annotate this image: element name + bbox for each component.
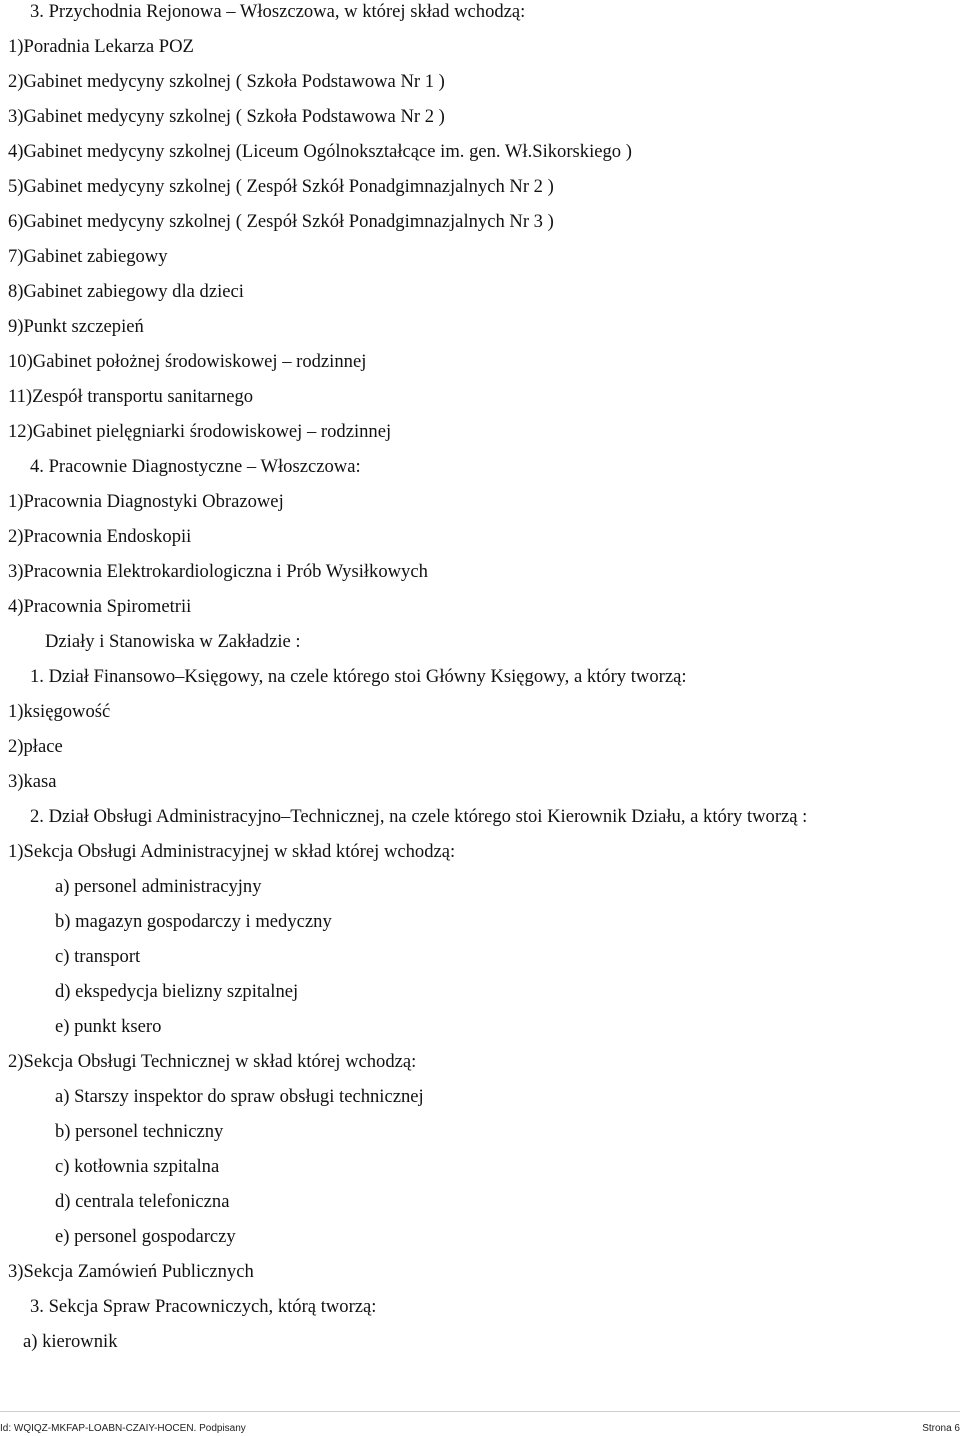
section-heading-dzial-finansowy: 1. Dział Finansowo–Księgowy, na czele którego stoi Główny Księgowy, a który tworzą: [30, 666, 687, 687]
footer-page-number: Strona 6 [922, 1423, 960, 1434]
list-item: 4)Gabinet medycyny szkolnej (Liceum Ogólnokształcące im. gen. Wł.Sikorskiego ) [8, 141, 632, 162]
sub-list-item: c) kotłownia szpitalna [55, 1156, 220, 1177]
list-item: 12)Gabinet pielęgniarki środowiskowej – rodzinnej [8, 421, 392, 442]
list-item: 3)Pracownia Elektrokardiologiczna i Prób Wysiłkowych [8, 561, 428, 582]
sub-list-item: e) punkt ksero [55, 1016, 162, 1037]
list-item: 2)Gabinet medycyny szkolnej ( Szkoła Podstawowa Nr 1 ) [8, 71, 445, 92]
list-item: 1)księgowość [8, 701, 111, 722]
list-item: 3)Gabinet medycyny szkolnej ( Szkoła Podstawowa Nr 2 ) [8, 106, 445, 127]
list-item: 2)Pracownia Endoskopii [8, 526, 192, 547]
sub-list-item: c) transport [55, 946, 141, 967]
list-item: 4)Pracownia Spirometrii [8, 596, 192, 617]
list-item: 1)Sekcja Obsługi Administracyjnej w skład której wchodzą: [8, 841, 456, 862]
footer-divider [0, 1411, 960, 1412]
footer-document-id: Id: WQIQZ-MKFAP-LOABN-CZAIY-HOCEN. Podpisany [0, 1423, 246, 1434]
sub-list-item: e) personel gospodarczy [55, 1226, 236, 1247]
list-item: 8)Gabinet zabiegowy dla dzieci [8, 281, 244, 302]
section-heading-sekcja-spraw: 3. Sekcja Spraw Pracowniczych, którą tworzą: [30, 1296, 377, 1317]
sub-list-item: b) magazyn gospodarczy i medyczny [55, 911, 332, 932]
section-heading-dzialy: Działy i Stanowiska w Zakładzie : [45, 631, 301, 652]
sub-list-item: a) personel administracyjny [55, 876, 262, 897]
list-item: 2)płace [8, 736, 63, 757]
section-heading-przychodnia: 3. Przychodnia Rejonowa – Włoszczowa, w której skład wchodzą: [30, 1, 526, 22]
sub-list-item: d) ekspedycja bielizny szpitalnej [55, 981, 299, 1002]
sub-list-item: b) personel techniczny [55, 1121, 224, 1142]
list-item: 3)kasa [8, 771, 57, 792]
list-item: 9)Punkt szczepień [8, 316, 144, 337]
list-item: 11)Zespół transportu sanitarnego [8, 386, 254, 407]
list-item: 7)Gabinet zabiegowy [8, 246, 168, 267]
list-item: 6)Gabinet medycyny szkolnej ( Zespół Szkół Ponadgimnazjalnych Nr 3 ) [8, 211, 554, 232]
list-item: 3)Sekcja Zamówień Publicznych [8, 1261, 254, 1282]
list-item: 10)Gabinet położnej środowiskowej – rodzinnej [8, 351, 367, 372]
section-heading-dzial-obslugi: 2. Dział Obsługi Administracyjno–Technicznej, na czele którego stoi Kierownik Działu, a który tworzą : [30, 806, 808, 827]
list-item: 2)Sekcja Obsługi Technicznej w skład której wchodzą: [8, 1051, 417, 1072]
section-heading-pracownie: 4. Pracownie Diagnostyczne – Włoszczowa: [30, 456, 361, 477]
list-item: 1)Poradnia Lekarza POZ [8, 36, 194, 57]
list-item: 1)Pracownia Diagnostyki Obrazowej [8, 491, 284, 512]
list-item: 5)Gabinet medycyny szkolnej ( Zespół Szkół Ponadgimnazjalnych Nr 2 ) [8, 176, 554, 197]
sub-list-item: a) kierownik [23, 1331, 118, 1352]
sub-list-item: a) Starszy inspektor do spraw obsługi technicznej [55, 1086, 424, 1107]
sub-list-item: d) centrala telefoniczna [55, 1191, 230, 1212]
